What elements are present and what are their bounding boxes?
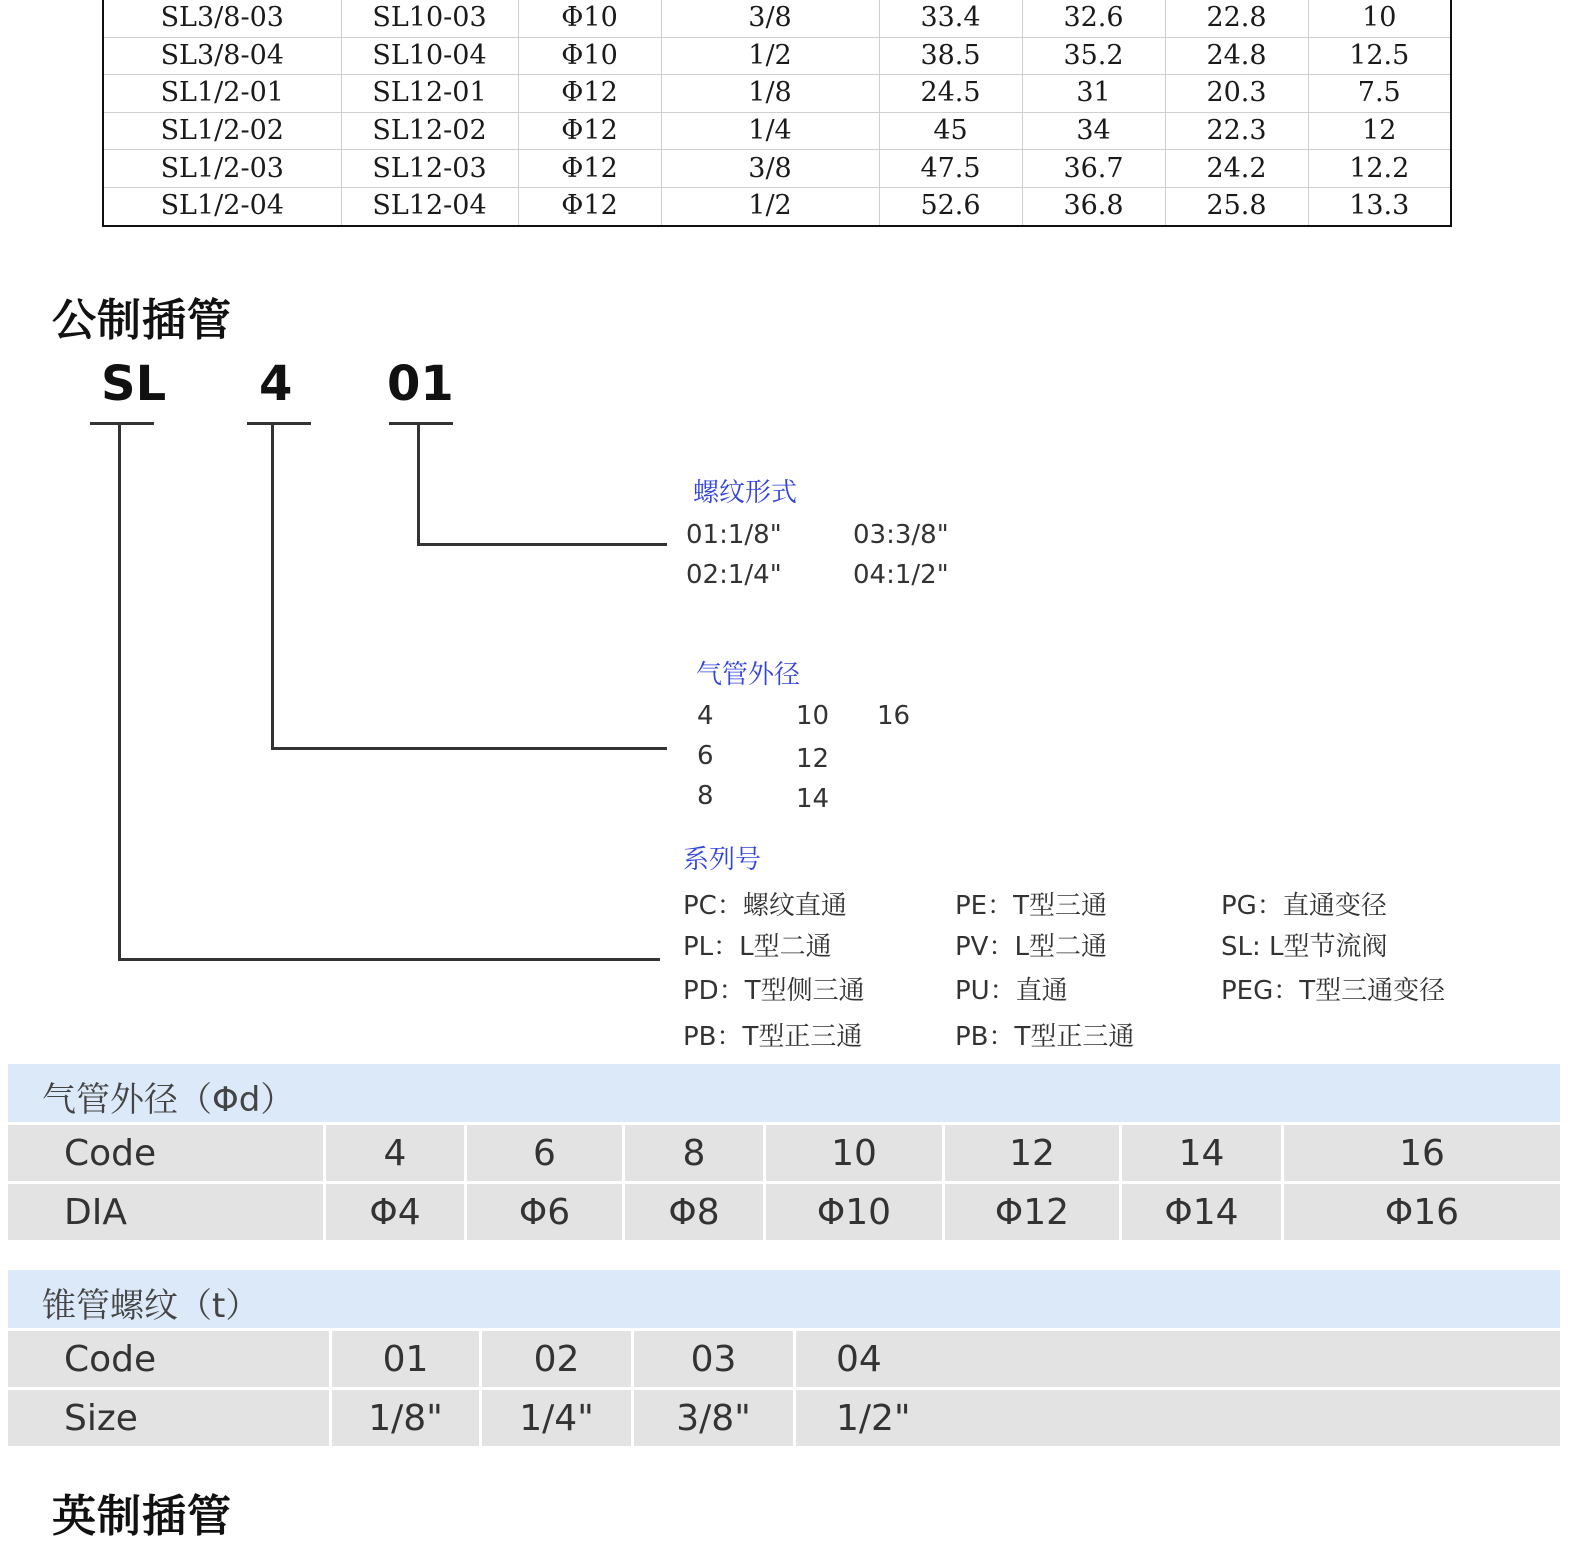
thread-connector-horizontal — [417, 543, 667, 546]
tube-option: 16 — [877, 701, 911, 731]
tube-dia-label: DIA — [8, 1184, 326, 1243]
spec-table — [102, 0, 1452, 227]
series-option: PB：T型正三通 — [683, 1022, 863, 1052]
thread-underline — [389, 422, 453, 425]
spec-cell: SL3/8-04 — [103, 37, 341, 75]
spec-cell: SL12-03 — [341, 150, 518, 188]
spec-cell: Φ12 — [518, 150, 661, 188]
series-connector-vertical — [118, 424, 121, 961]
tube-connector-horizontal — [271, 747, 667, 750]
spec-cell: SL12-04 — [341, 187, 518, 225]
series-option: PB：T型正三通 — [955, 1022, 1135, 1052]
thread-size-cell: 3/8" — [634, 1390, 796, 1449]
thread-code-cell: 02 — [482, 1331, 634, 1390]
thread-option: 04:1/2" — [853, 560, 949, 590]
thread-table-header — [8, 1270, 1560, 1328]
spec-cell: Φ12 — [518, 187, 661, 225]
thread-option: 02:1/4" — [686, 560, 782, 590]
spec-cell: 7.5 — [1308, 75, 1451, 113]
code-part-tube: 4 — [259, 356, 293, 412]
series-option: SL: L型节流阀 — [1221, 932, 1388, 962]
spec-cell: 12.2 — [1308, 150, 1451, 188]
spec-cell: SL10-04 — [341, 37, 518, 75]
table-row — [8, 1331, 1560, 1390]
tube-option: 4 — [697, 701, 714, 731]
tube-option: 14 — [796, 784, 830, 814]
code-part-series: SL — [101, 356, 167, 412]
spec-cell: 3/8 — [661, 0, 879, 37]
code-part-thread: 01 — [387, 356, 454, 412]
series-category-title: 系列号 — [683, 845, 762, 875]
spec-cell: 38.5 — [879, 37, 1022, 75]
spec-cell: 35.2 — [1022, 37, 1165, 75]
series-connector-horizontal — [118, 958, 660, 961]
imperial-section-title: 英制插管 — [52, 1491, 232, 1542]
spec-cell: 24.8 — [1165, 37, 1308, 75]
tube-code-cell: 4 — [326, 1125, 467, 1184]
tube-code-label: Code — [8, 1125, 326, 1184]
tube-underline — [247, 422, 311, 425]
spec-cell: 52.6 — [879, 187, 1022, 225]
spec-cell: SL1/2-04 — [103, 187, 341, 225]
series-option: PU：直通 — [955, 976, 1068, 1006]
thread-table — [8, 1331, 1560, 1449]
spec-cell: 1/2 — [661, 187, 879, 225]
spec-cell: 34 — [1022, 112, 1165, 150]
thread-size-cell: 1/4" — [482, 1390, 634, 1449]
spec-cell: 36.8 — [1022, 187, 1165, 225]
spec-cell: 3/8 — [661, 150, 879, 188]
tube-option: 8 — [697, 781, 714, 811]
metric-section-title: 公制插管 — [52, 295, 232, 346]
series-option: PE：T型三通 — [955, 891, 1107, 921]
spec-cell: 22.3 — [1165, 112, 1308, 150]
spec-cell: Φ12 — [518, 75, 661, 113]
series-option: PV：L型二通 — [955, 932, 1107, 962]
series-option: PL：L型二通 — [683, 932, 832, 962]
spec-cell: 1/4 — [661, 112, 879, 150]
thread-table-title: 锥管螺纹（t） — [42, 1286, 260, 1326]
spec-cell: 1/8 — [661, 75, 879, 113]
spec-cell: 24.2 — [1165, 150, 1308, 188]
table-row — [103, 0, 1451, 37]
spec-cell: 24.5 — [879, 75, 1022, 113]
table-row — [8, 1184, 1560, 1243]
tube-table — [8, 1125, 1560, 1243]
tube-dia-cell: Φ8 — [625, 1184, 766, 1243]
thread-size-cell: 1/8" — [332, 1390, 482, 1449]
tube-dia-cell: Φ4 — [326, 1184, 467, 1243]
table-row — [103, 187, 1451, 225]
thread-code-cell: 04 — [796, 1331, 1560, 1390]
thread-option: 01:1/8" — [686, 520, 782, 550]
spec-cell: 12 — [1308, 112, 1451, 150]
series-underline — [90, 422, 154, 425]
tube-dia-cell: Φ16 — [1284, 1184, 1560, 1243]
table-row — [8, 1390, 1560, 1449]
spec-cell: Φ10 — [518, 0, 661, 37]
tube-dia-cell: Φ10 — [766, 1184, 945, 1243]
spec-cell: SL3/8-03 — [103, 0, 341, 37]
spec-cell: 22.8 — [1165, 0, 1308, 37]
spec-cell: Φ12 — [518, 112, 661, 150]
spec-cell: SL10-03 — [341, 0, 518, 37]
thread-connector-vertical — [417, 424, 420, 546]
table-row — [103, 37, 1451, 75]
table-row — [103, 75, 1451, 113]
table-row — [103, 150, 1451, 188]
spec-cell: 45 — [879, 112, 1022, 150]
spec-cell: 47.5 — [879, 150, 1022, 188]
series-option: PG：直通变径 — [1221, 891, 1387, 921]
thread-code-cell: 03 — [634, 1331, 796, 1390]
series-option: PEG：T型三通变径 — [1221, 976, 1446, 1006]
thread-option: 03:3/8" — [853, 520, 949, 550]
tube-code-cell: 16 — [1284, 1125, 1560, 1184]
series-option: PD：T型侧三通 — [683, 976, 865, 1006]
spec-cell: 33.4 — [879, 0, 1022, 37]
tube-table-header — [8, 1064, 1560, 1122]
tube-connector-vertical — [271, 424, 274, 750]
thread-size-cell: 1/2" — [796, 1390, 1560, 1449]
tube-option: 12 — [796, 744, 830, 774]
spec-cell: SL1/2-03 — [103, 150, 341, 188]
tube-option: 6 — [697, 741, 714, 771]
thread-category-title: 螺纹形式 — [693, 478, 798, 508]
tube-dia-cell: Φ12 — [945, 1184, 1122, 1243]
series-option: PC：螺纹直通 — [683, 891, 847, 921]
tube-table-title: 气管外径（Φd） — [42, 1080, 295, 1120]
spec-cell: SL12-01 — [341, 75, 518, 113]
spec-cell: SL1/2-01 — [103, 75, 341, 113]
spec-cell: SL12-02 — [341, 112, 518, 150]
tube-code-cell: 6 — [467, 1125, 625, 1184]
tube-dia-cell: Φ6 — [467, 1184, 625, 1243]
thread-code-cell: 01 — [332, 1331, 482, 1390]
tube-option: 10 — [796, 701, 830, 731]
tube-category-title: 气管外径 — [696, 660, 801, 690]
table-row — [103, 112, 1451, 150]
spec-cell: 32.6 — [1022, 0, 1165, 37]
spec-cell: 20.3 — [1165, 75, 1308, 113]
tube-dia-cell: Φ14 — [1122, 1184, 1284, 1243]
tube-code-cell: 14 — [1122, 1125, 1284, 1184]
spec-cell: 10 — [1308, 0, 1451, 37]
spec-cell: 36.7 — [1022, 150, 1165, 188]
spec-cell: 13.3 — [1308, 187, 1451, 225]
spec-cell: 12.5 — [1308, 37, 1451, 75]
thread-code-label: Code — [8, 1331, 332, 1390]
thread-size-label: Size — [8, 1390, 332, 1449]
spec-cell: 31 — [1022, 75, 1165, 113]
tube-code-cell: 10 — [766, 1125, 945, 1184]
spec-cell: 1/2 — [661, 37, 879, 75]
tube-code-cell: 8 — [625, 1125, 766, 1184]
tube-code-cell: 12 — [945, 1125, 1122, 1184]
table-row — [8, 1125, 1560, 1184]
spec-cell: Φ10 — [518, 37, 661, 75]
spec-cell: 25.8 — [1165, 187, 1308, 225]
spec-cell: SL1/2-02 — [103, 112, 341, 150]
